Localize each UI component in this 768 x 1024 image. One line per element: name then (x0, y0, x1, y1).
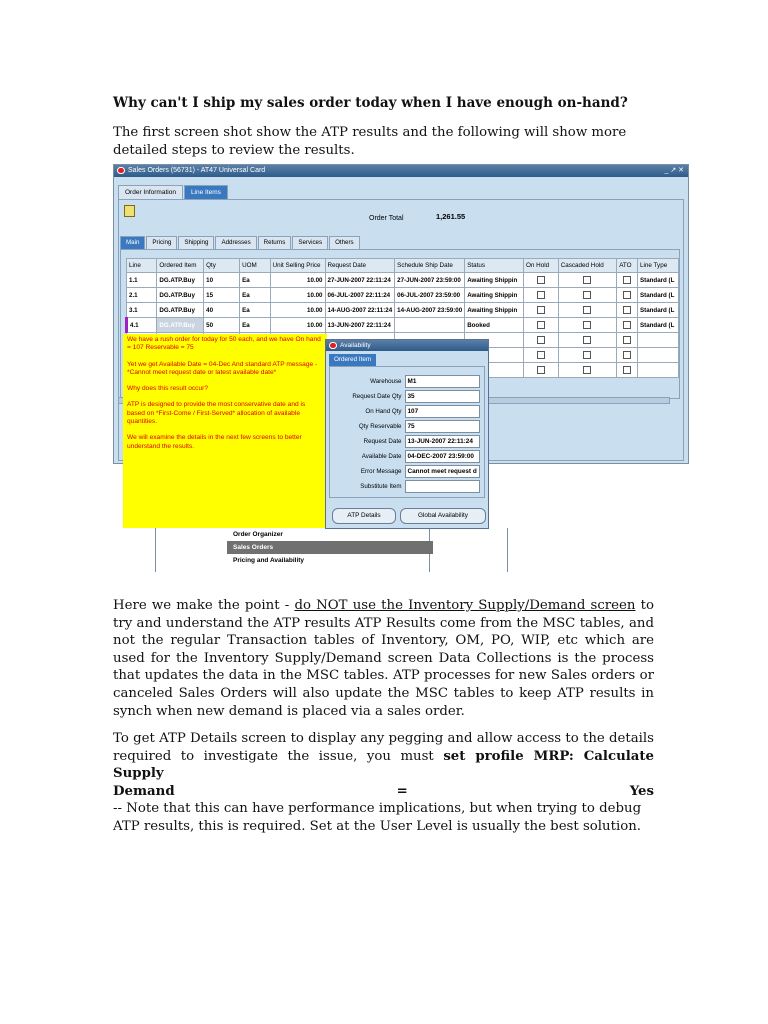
cascaded-hold-checkbox[interactable] (558, 333, 617, 348)
cell-qty[interactable]: 15 (204, 288, 240, 303)
on-hold-checkbox[interactable] (524, 273, 559, 288)
field-on-hand-qty (330, 405, 480, 418)
cell-line[interactable]: 2.1 (127, 288, 157, 303)
cell-request-date[interactable]: 06-JUL-2007 22:11:24 (325, 288, 395, 303)
cell-item[interactable]: DG.ATP.Buy (157, 273, 204, 288)
ato-checkbox[interactable] (617, 318, 638, 333)
field-error-message (330, 465, 480, 478)
on-hold-checkbox[interactable] (524, 333, 559, 348)
callout-note (123, 334, 327, 528)
cascaded-hold-checkbox[interactable] (558, 288, 617, 303)
cell-uom[interactable]: Ea (240, 273, 270, 288)
cell-request-date[interactable]: 27-JUN-2007 22:11:24 (325, 273, 395, 288)
on-hold-checkbox[interactable] (524, 303, 559, 318)
subtab-others[interactable]: Others (329, 236, 360, 249)
cell-price[interactable]: 10.00 (270, 303, 325, 318)
profile-demand: Demand (113, 783, 175, 799)
cell-item[interactable]: DG.ATP.Buy (157, 288, 204, 303)
window-titlebar[interactable] (114, 165, 688, 177)
col-status: Status (465, 259, 524, 273)
navigator-menu (185, 528, 425, 572)
field-label: Request Date (363, 438, 402, 445)
table-row[interactable] (127, 273, 679, 288)
ato-checkbox[interactable] (617, 288, 638, 303)
para3-text-a: To get ATP Details screen to display any pegging and allow access to the details required to investigate the issue, you must (113, 731, 654, 764)
cell-item[interactable]: DG.ATP.Buy (157, 318, 204, 333)
subtab-addresses[interactable]: Addresses (215, 236, 256, 249)
cell-qty[interactable]: 10 (204, 273, 240, 288)
qty-reservable-input[interactable]: 75 (405, 420, 481, 433)
cell-uom[interactable]: Ea (240, 303, 270, 318)
field-label: On Hand Qty (365, 408, 402, 415)
cell-ship-date[interactable]: 27-JUN-2007 23:59:00 (395, 273, 465, 288)
atp-details-button[interactable]: ATP Details (332, 508, 396, 524)
cell-ship-date[interactable]: 14-AUG-2007 23:59:00 (395, 303, 465, 318)
cell-line[interactable]: 4.1 (127, 318, 157, 333)
field-label: Warehouse (370, 378, 402, 385)
menu-sales-orders[interactable]: Sales Orders (227, 541, 433, 554)
para2-underlined: do NOT use the Inventory Supply/Demand screen (294, 598, 636, 613)
profile-equals: = (396, 783, 408, 799)
cell-price[interactable]: 10.00 (270, 273, 325, 288)
ato-checkbox[interactable] (617, 273, 638, 288)
cell-line[interactable]: 3.1 (127, 303, 157, 318)
cell-line[interactable]: 1.1 (127, 273, 157, 288)
profile-yes: Yes (629, 783, 654, 799)
ato-checkbox[interactable] (617, 348, 638, 363)
col-on-hold: On Hold (524, 259, 559, 273)
field-request-date (330, 435, 480, 448)
paragraph-msc-tables (113, 597, 654, 720)
atp-screenshot (113, 164, 689, 572)
cell-line-type[interactable]: Standard (L (638, 273, 679, 288)
cascaded-hold-checkbox[interactable] (558, 348, 617, 363)
oracle-logo-icon (329, 342, 337, 349)
field-available-date (330, 450, 480, 463)
menu-pricing-availability[interactable]: Pricing and Availability (233, 557, 305, 564)
ato-checkbox[interactable] (617, 303, 638, 318)
col-line: Line (127, 259, 157, 273)
field-warehouse (330, 375, 480, 388)
cascaded-hold-checkbox[interactable] (558, 303, 617, 318)
cell-status[interactable]: Awaiting Shippin (465, 273, 524, 288)
cell-price[interactable]: 10.00 (270, 318, 325, 333)
cascaded-hold-checkbox[interactable] (558, 273, 617, 288)
cascaded-hold-checkbox[interactable] (558, 318, 617, 333)
note-paragraph: We will examine the details in the next few screens to better understand the results. (127, 434, 302, 450)
field-substitute-item (330, 480, 480, 493)
para2-text-b: to try and understand the ATP results ATP Results come from the MSC tables, and not the regular Transaction tables of Inventory, OM, PO, WIP, etc which are used for the Inventory Supply/Demand screen Data Collections is the process that updates the data in the MSC tables. ATP processes for new Sales orders or canceled Sales Orders will also update the MSC tables to keep ATP results in synch when new demand is placed via a sales order. (113, 598, 654, 719)
window-controls[interactable]: _ ↗ ✕ (664, 167, 684, 174)
cell-request-date[interactable]: 14-AUG-2007 22:11:24 (325, 303, 395, 318)
ato-checkbox[interactable] (617, 333, 638, 348)
table-row[interactable] (127, 303, 679, 318)
field-qty-reservable (330, 420, 480, 433)
col-request-date: Request Date (325, 259, 395, 273)
intro-paragraph (113, 124, 654, 159)
note-paragraph: Yet we get Available Date = 04-Dec And standard ATP message - *Cannot meet request date or latest available date* (127, 360, 318, 376)
on-hold-checkbox[interactable] (524, 288, 559, 303)
col-ato: ATO (617, 259, 638, 273)
cell-qty[interactable]: 50 (204, 318, 240, 333)
dialog-panel (329, 366, 485, 498)
col-ordered-item: Ordered Item (157, 259, 204, 273)
para2-text-a: Here we make the point - (113, 598, 295, 613)
request-date-qty-input[interactable]: 35 (405, 390, 481, 403)
field-label: Error Message (360, 468, 402, 475)
page-question: Why can't I ship my sales order today when I have enough on-hand? (113, 95, 628, 111)
intro-line-1: The first screen shot show the ATP results and the following will show more (113, 125, 627, 140)
note-paragraph: Why does this result occur? (127, 385, 208, 393)
tab-order-information[interactable]: Order Information (118, 185, 183, 199)
oracle-logo-icon (117, 167, 125, 174)
col-unit-price: Unit Selling Price (270, 259, 325, 273)
global-availability-button[interactable]: Global Availability (400, 508, 486, 524)
order-total-value: 1,261.55 (436, 212, 466, 221)
profile-line (113, 783, 654, 801)
para3-note: -- Note that this can have performance implications, but when trying to debug ATP results, this is required. Set at the User Level is usually the best solution. (113, 801, 642, 834)
subtab-pricing[interactable]: Pricing (146, 236, 177, 249)
cell-item[interactable]: DG.ATP.Buy (157, 303, 204, 318)
tab-line-items[interactable]: Line Items (184, 185, 228, 199)
available-date-input[interactable]: 04-DEC-2007 23:59:00 (405, 450, 481, 463)
field-label: Request Date Qty (352, 393, 402, 400)
on-hold-checkbox[interactable] (524, 348, 559, 363)
paragraph-atp-details (113, 730, 654, 836)
field-request-date-qty (330, 390, 480, 403)
table-row[interactable] (127, 318, 679, 333)
field-label: Available Date (361, 453, 402, 460)
table-row[interactable] (127, 288, 679, 303)
cell-ship-date[interactable] (395, 318, 465, 333)
subtab-main[interactable]: Main (120, 236, 145, 249)
dialog-title: Availability (340, 342, 371, 349)
edit-icon[interactable] (124, 205, 135, 217)
window-title: Sales Orders (56731) - AT47 Universal Card (128, 167, 266, 174)
note-paragraph: ATP is designed to provide the most conservative date and is based on *First-Come / First-Served* allocation of available quantities. (127, 401, 306, 426)
cell-request-date[interactable]: 13-JUN-2007 22:11:24 (325, 318, 395, 333)
intro-line-2: detailed steps to review the results. (113, 142, 355, 158)
tab-ordered-item[interactable]: Ordered Item (329, 354, 376, 366)
warehouse-input[interactable]: M1 (405, 375, 481, 388)
cell-uom[interactable]: Ea (240, 288, 270, 303)
substitute-item-input[interactable] (405, 480, 481, 493)
field-label: Qty Reservable (358, 423, 402, 430)
cell-status[interactable]: Awaiting Shippin (465, 288, 524, 303)
cell-ship-date[interactable]: 06-JUL-2007 23:59:00 (395, 288, 465, 303)
cascaded-hold-checkbox[interactable] (558, 363, 617, 378)
availability-dialog (325, 339, 489, 529)
ato-checkbox[interactable] (617, 363, 638, 378)
col-qty: Qty (204, 259, 240, 273)
order-total-label: Order Total (369, 215, 404, 222)
cell-price[interactable]: 10.00 (270, 288, 325, 303)
col-uom: UOM (240, 259, 270, 273)
error-message-input[interactable]: Cannot meet request d (405, 465, 481, 478)
dialog-titlebar[interactable] (326, 340, 488, 351)
on-hold-checkbox[interactable] (524, 363, 559, 378)
subtab-services[interactable]: Services (292, 236, 328, 249)
cell-line-type[interactable]: Standard (L (638, 303, 679, 318)
cell-line-type[interactable]: Standard (L (638, 288, 679, 303)
note-paragraph: We have a rush order for today for 50 each, and we have On hand = 107 Reservable = 75 (127, 336, 321, 352)
cell-uom[interactable]: Ea (240, 318, 270, 333)
cell-status[interactable]: Booked (465, 318, 524, 333)
field-label: Substitute Item (360, 483, 402, 490)
subtab-returns[interactable]: Returns (258, 236, 292, 249)
menu-order-organizer[interactable]: Order Organizer (233, 531, 283, 538)
cell-line-type[interactable]: Standard (L (638, 318, 679, 333)
cell-qty[interactable]: 40 (204, 303, 240, 318)
subtab-shipping[interactable]: Shipping (178, 236, 214, 249)
request-date-input[interactable]: 13-JUN-2007 22:11:24 (405, 435, 481, 448)
on-hand-qty-input[interactable]: 107 (405, 405, 481, 418)
cell-status[interactable]: Awaiting Shippin (465, 303, 524, 318)
col-cascaded-hold: Cascaded Hold (558, 259, 617, 273)
col-schedule-ship-date: Schedule Ship Date (395, 259, 465, 273)
col-line-type: Line Type (638, 259, 679, 273)
para3-bold: set profile MRP: Calculate Supply (113, 748, 655, 782)
on-hold-checkbox[interactable] (524, 318, 559, 333)
